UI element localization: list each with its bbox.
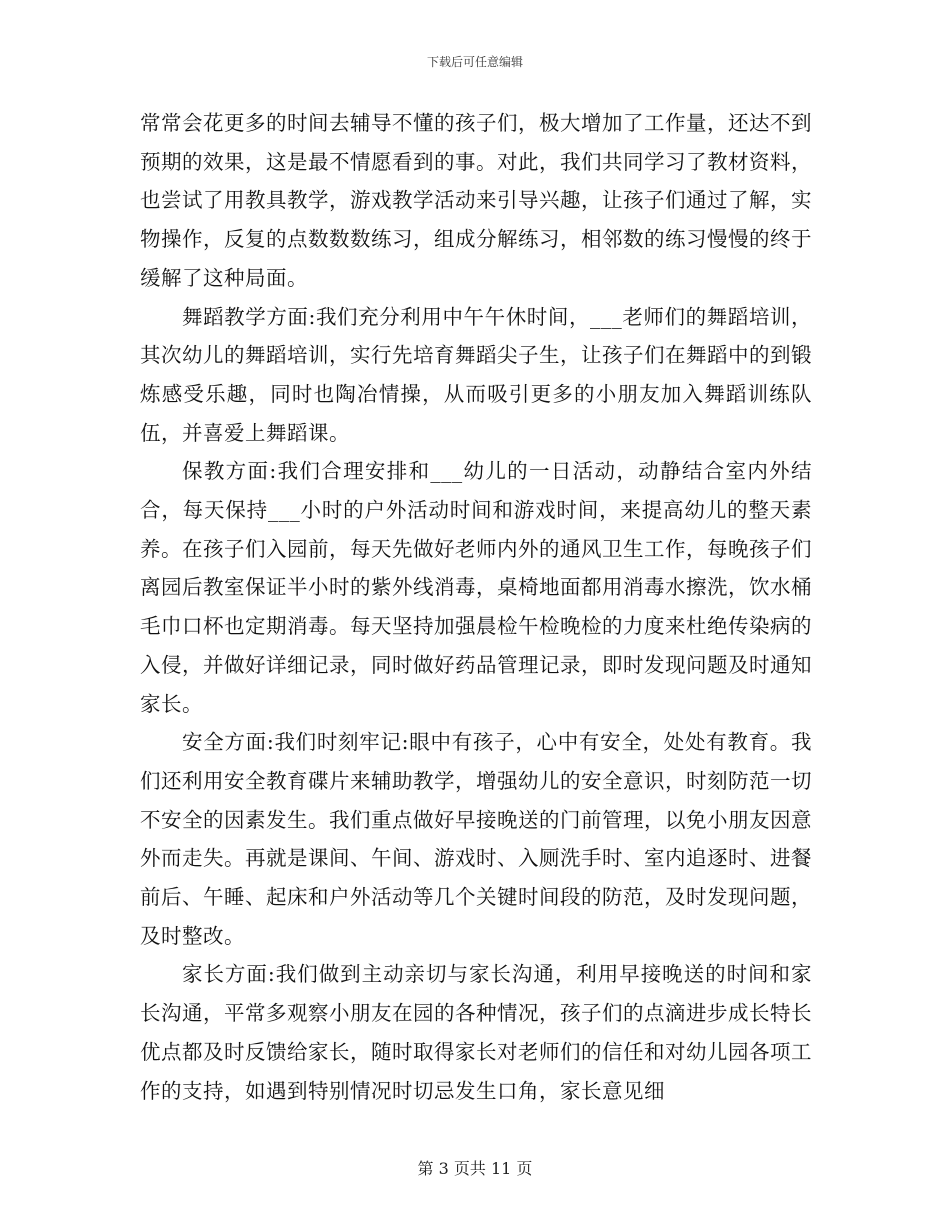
paragraph-dance-teaching: 舞蹈教学方面:我们充分利用中午午休时间，___老师们的舞蹈培训，其次幼儿的舞蹈培训，实行先培育舞蹈尖子生，让孩子们在舞蹈中的到锻炼感受乐趣，同时也陶冶情操，从而吸引更多的小朋友加入舞蹈训练队伍，并喜爱上舞蹈课。 (140, 304, 812, 445)
paragraph-math-teaching-continued: 常常会花更多的时间去辅导不懂的孩子们，极大增加了工作量，还达不到预期的效果，这是最不情愿看到的事。对此，我们共同学习了教材资料，也尝试了用教具教学，游戏教学活动来引导兴趣，让孩子们通过了解，实物操作，反复的点数数数练习，组成分解练习，相邻数的练习慢慢的终于缓解了这种局面。 (140, 111, 812, 290)
page-header-note: 下载后可任意编辑 (426, 55, 523, 69)
paragraph-parents: 家长方面:我们做到主动亲切与家长沟通，利用早接晚送的时间和家长沟通，平常多观察小朋友在园的各种情况，孩子们的点滴进步成长特长优点都及时反馈给家长，随时取得家长对老师们的信任和对幼儿园各项工作的支持，如遇到特别情况时切忌发生口角，家长意见细 (140, 962, 812, 1103)
paragraph-safety: 安全方面:我们时刻牢记:眼中有孩子，心中有安全，处处有教育。我们还利用安全教育碟片来辅助教学，增强幼儿的安全意识，时刻防范一切不安全的因素发生。我们重点做好早接晚送的门前管理，以免小朋友因意外而走失。再就是课间、午间、游戏时、入厕洗手时、室内追逐时、进餐前后、午睡、起床和户外活动等几个关键时间段的防范，及时发现问题，及时整改。 (140, 730, 812, 948)
paragraph-care-education: 保教方面:我们合理安排和___幼儿的一日活动，动静结合室内外结合，每天保持___小时的户外活动时间和游戏时间，来提高幼儿的整天素养。在孩子们入园前，每天先做好老师内外的通风卫生工作，每晚孩子们离园后教室保证半小时的紫外线消毒，桌椅地面都用消毒水擦洗，饮水桶毛巾口杯也定期消毒。每天坚持加强晨检午检晚检的力度来杜绝传染病的入侵，并做好详细记录，同时做好药品管理记录，即时发现问题及时通知家长。 (140, 459, 812, 716)
page-number: 第 3 页共 11 页 (417, 1159, 533, 1178)
document-body (140, 104, 812, 1110)
